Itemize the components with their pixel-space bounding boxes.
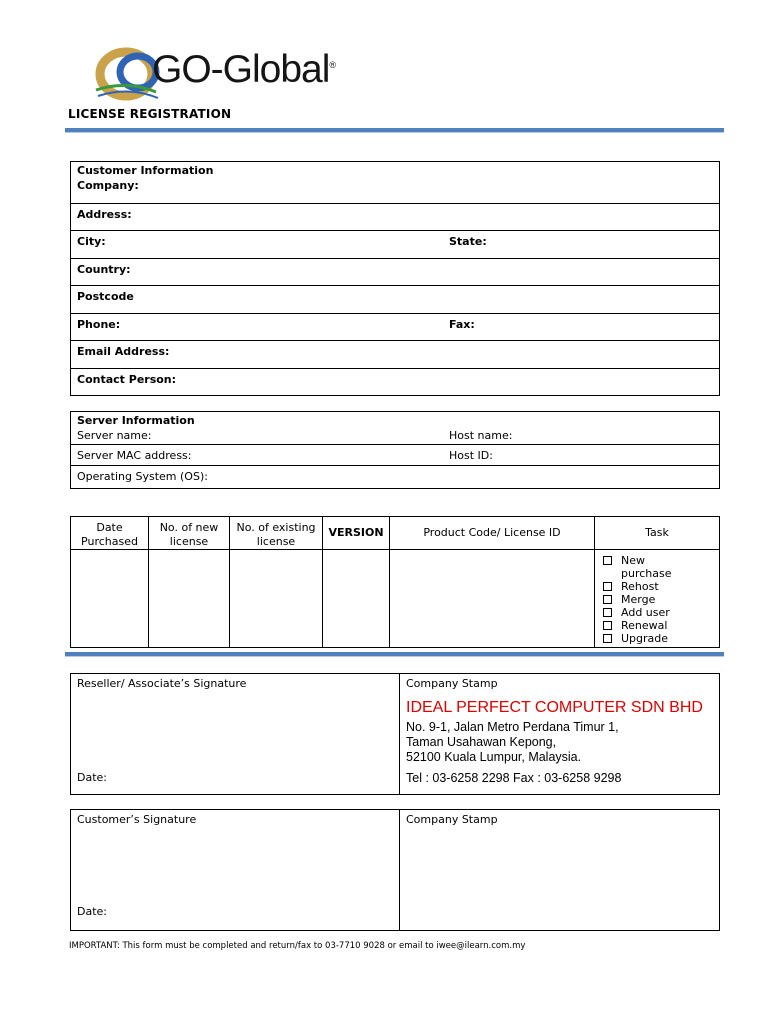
- server-info-heading: Server Information: [77, 414, 195, 427]
- col-date-purchased: Date Purchased: [81, 521, 138, 548]
- col-new-license: No. of new license: [159, 521, 219, 548]
- address-line-1: No. 9-1, Jalan Metro Perdana Timur 1,: [406, 720, 619, 734]
- checkbox-icon[interactable]: [603, 608, 612, 617]
- postcode-label: Postcode: [77, 290, 134, 303]
- server-name-label: Server name:: [77, 429, 152, 442]
- new-license-cell[interactable]: [149, 550, 230, 648]
- server-info-table: [70, 411, 720, 489]
- city-label: City:: [77, 235, 106, 248]
- license-order-table: [70, 516, 720, 648]
- reseller-signature-label: Reseller/ Associate’s Signature: [77, 677, 247, 690]
- reseller-signature-box[interactable]: [71, 674, 400, 795]
- os-label: Operating System (OS):: [77, 470, 208, 483]
- task-rehost[interactable]: Rehost: [599, 580, 719, 593]
- host-id-label: Host ID:: [449, 449, 493, 462]
- task-merge[interactable]: Merge: [599, 593, 719, 606]
- section-divider: [65, 652, 724, 657]
- checkbox-icon[interactable]: [603, 595, 612, 604]
- date-cell[interactable]: [71, 550, 149, 648]
- address-line-3: 52100 Kuala Lumpur, Malaysia.: [406, 750, 582, 764]
- reseller-date-label: Date:: [77, 771, 107, 784]
- page-title: LICENSE REGISTRATION: [68, 107, 232, 121]
- tel-fax: Tel : 03-6258 2298 Fax : 03-6258 9298: [406, 771, 622, 785]
- customer-stamp-label: Company Stamp: [406, 813, 498, 826]
- logo-wordmark: GO-Global®: [152, 48, 336, 91]
- task-upgrade[interactable]: Upgrade: [599, 632, 719, 645]
- customer-info-heading: Customer Information: [77, 164, 214, 177]
- version-cell[interactable]: [323, 550, 390, 648]
- col-existing-license: No. of existing license: [236, 521, 316, 548]
- email-label: Email Address:: [77, 345, 170, 358]
- col-product-code: Product Code/ License ID: [423, 526, 561, 539]
- customer-signature-box[interactable]: [71, 810, 400, 931]
- company-name: IDEAL PERFECT COMPUTER SDN BHD: [406, 699, 703, 716]
- contact-person-label: Contact Person:: [77, 373, 177, 386]
- address-line-2: Taman Usahawan Kepong,: [406, 735, 557, 749]
- mac-address-label: Server MAC address:: [77, 449, 192, 462]
- customer-date-label: Date:: [77, 905, 107, 918]
- reseller-signature-table: [70, 673, 720, 795]
- checkbox-icon[interactable]: [603, 621, 612, 630]
- reseller-stamp-box: [400, 674, 720, 795]
- checkbox-icon[interactable]: [603, 634, 612, 643]
- host-name-label: Host name:: [449, 429, 513, 442]
- address-label: Address:: [77, 208, 132, 221]
- col-version: VERSION: [328, 526, 384, 539]
- customer-info-table: [70, 161, 720, 396]
- phone-label: Phone:: [77, 318, 121, 331]
- company-label: Company:: [77, 179, 139, 192]
- existing-license-cell[interactable]: [230, 550, 323, 648]
- task-renewal[interactable]: Renewal: [599, 619, 719, 632]
- customer-stamp-box[interactable]: [400, 810, 720, 931]
- customer-signature-table: [70, 809, 720, 931]
- header-divider: [65, 128, 724, 133]
- checkbox-icon[interactable]: [603, 582, 612, 591]
- country-label: Country:: [77, 263, 131, 276]
- task-add-user[interactable]: Add user: [599, 606, 719, 619]
- task-new-purchase[interactable]: New purchase: [599, 554, 681, 580]
- checkbox-icon[interactable]: [603, 556, 612, 565]
- customer-signature-label: Customer’s Signature: [77, 813, 197, 826]
- state-label: State:: [449, 235, 487, 248]
- important-note: IMPORTANT: This form must be completed and return/fax to 03-7710 9028 or email to iwee@ilearn.com.my: [69, 941, 526, 951]
- task-checklist: [599, 554, 719, 645]
- col-task: Task: [645, 526, 669, 539]
- product-code-cell[interactable]: [390, 550, 595, 648]
- reseller-stamp-label: Company Stamp: [406, 677, 498, 690]
- fax-label: Fax:: [449, 318, 475, 331]
